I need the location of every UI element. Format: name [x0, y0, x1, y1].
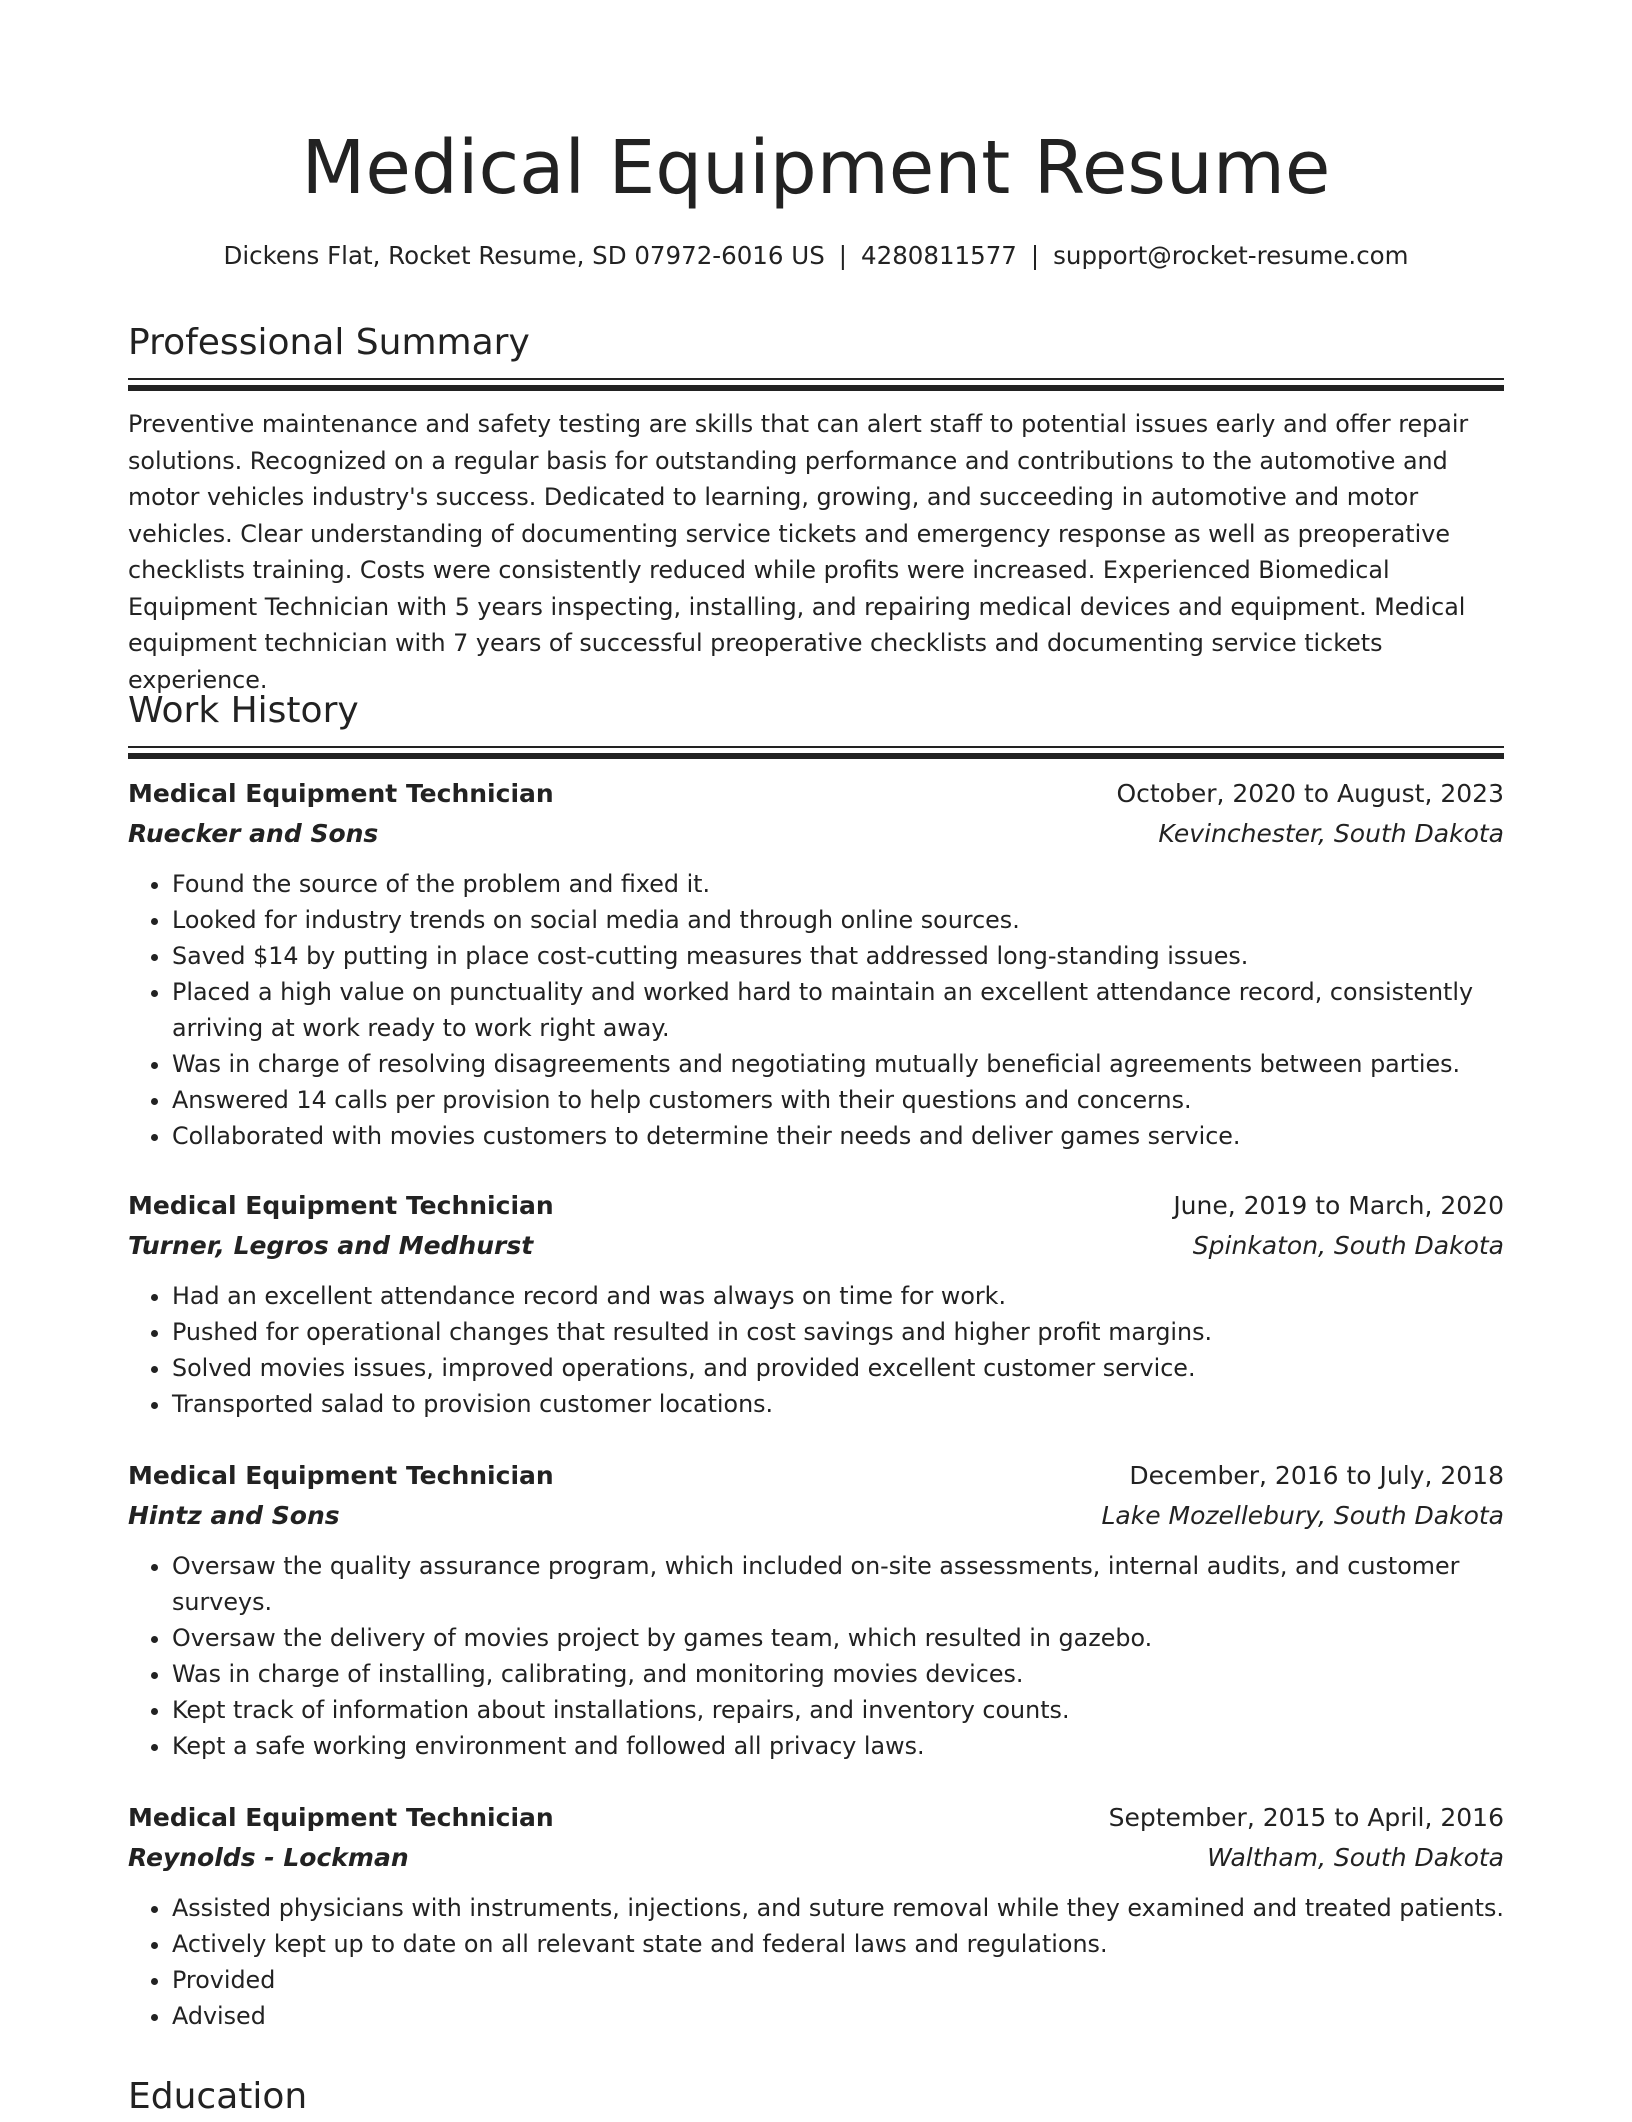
job-title: Medical Equipment Technician	[128, 1191, 554, 1220]
job-bullet: • Was in charge of resolving disagreements and negotiating mutually beneficial agreements between parties.	[172, 1046, 1504, 1082]
contact-phone: 4280811577	[861, 241, 1017, 270]
job-bullet: • Answered 14 calls per provision to help customers with their questions and concerns.	[172, 1082, 1504, 1118]
job-dates: September, 2015 to April, 2016	[1108, 1803, 1504, 1832]
job-bullet: • Kept track of information about installations, repairs, and inventory counts.	[172, 1692, 1504, 1728]
job-bullet: • Solved movies issues, improved operations, and provided excellent customer service.	[172, 1350, 1504, 1386]
contact-address: Dickens Flat, Rocket Resume, SD 07972-6016 US	[223, 241, 825, 270]
job-title: Medical Equipment Technician	[128, 1803, 554, 1832]
job-bullet: • Pushed for operational changes that resulted in cost savings and higher profit margins.	[172, 1314, 1504, 1350]
job-location: Waltham, South Dakota	[1207, 1843, 1504, 1872]
job-entry	[128, 1186, 1504, 1422]
job-bullet: • Transported salad to provision customer locations.	[172, 1386, 1504, 1422]
job-dates: October, 2020 to August, 2023	[1116, 779, 1504, 808]
job-bullet: • Kept a safe working environment and followed all privacy laws.	[172, 1728, 1504, 1764]
job-bullet: • Saved $14 by putting in place cost-cutting measures that addressed long-standing issues.	[172, 938, 1504, 974]
job-dates: December, 2016 to July, 2018	[1129, 1461, 1504, 1490]
job-bullet: • Provided	[172, 1962, 1504, 1998]
job-bullet: • Assisted physicians with instruments, injections, and suture removal while they examined and treated patients.	[172, 1890, 1504, 1926]
job-title: Medical Equipment Technician	[128, 1461, 554, 1490]
contact-line	[128, 238, 1504, 274]
job-entry	[128, 1798, 1504, 2034]
summary-heading: Professional Summary	[128, 322, 530, 363]
job-bullet: • Oversaw the quality assurance program, which included on-site assessments, internal audits, and customer surveys.	[172, 1548, 1504, 1620]
job-entry	[128, 1456, 1504, 1764]
job-bullet: • Advised	[172, 1998, 1504, 2034]
contact-separator: |	[838, 241, 848, 270]
work-rule-thin	[128, 746, 1504, 748]
job-location: Kevinchester, South Dakota	[1158, 819, 1504, 848]
resume-title: Medical Equipment Resume	[301, 125, 1331, 211]
education-heading: Education	[128, 2076, 308, 2117]
job-entry	[128, 774, 1504, 1154]
work-rule-thick	[128, 753, 1504, 759]
job-dates: June, 2019 to March, 2020	[1173, 1191, 1504, 1220]
job-company: Reynolds - Lockman	[128, 1843, 409, 1872]
job-bullet-list	[128, 1278, 1504, 1422]
job-company: Hintz and Sons	[128, 1501, 340, 1530]
job-bullet: • Oversaw the delivery of movies project by games team, which resulted in gazebo.	[172, 1620, 1504, 1656]
job-title: Medical Equipment Technician	[128, 779, 554, 808]
summary-rule-thin	[128, 378, 1504, 380]
job-bullet: • Actively kept up to date on all relevant state and federal laws and regulations.	[172, 1926, 1504, 1962]
contact-email: support@rocket-resume.com	[1053, 241, 1409, 270]
job-bullet: • Found the source of the problem and fixed it.	[172, 866, 1504, 902]
job-bullet: • Placed a high value on punctuality and worked hard to maintain an excellent attendance record, consistently arriving at work ready to work right away.	[172, 974, 1504, 1046]
job-bullet-list	[128, 1890, 1504, 2034]
job-bullet: • Was in charge of installing, calibrating, and monitoring movies devices.	[172, 1656, 1504, 1692]
work-history-heading: Work History	[128, 690, 359, 731]
summary-text: Preventive maintenance and safety testing are skills that can alert staff to potential issues early and offer repair solutions. Recognized on a regular basis for outstanding performance and contributions to the automotive and motor vehicles industry's success. Dedicated to learning, growing, and succeeding in automotive and motor vehicles. Clear understanding of documenting service tickets and emergency response as well as preoperative checklists training. Costs were consistently reduced while profits were increased. Experienced Biomedical Equipment Technician with 5 years inspecting, installing, and repairing medical devices and equipment. Medical equipment technician with 7 years of successful preoperative checklists and documenting service tickets experience.	[128, 410, 1469, 694]
job-bullet: • Collaborated with movies customers to determine their needs and deliver games service.	[172, 1118, 1504, 1154]
summary-rule-thick	[128, 385, 1504, 391]
job-location: Lake Mozellebury, South Dakota	[1101, 1501, 1504, 1530]
job-location: Spinkaton, South Dakota	[1192, 1231, 1504, 1260]
job-bullet: • Looked for industry trends on social media and through online sources.	[172, 902, 1504, 938]
job-bullet-list	[128, 866, 1504, 1154]
job-company: Ruecker and Sons	[128, 819, 379, 848]
contact-separator: |	[1030, 241, 1040, 270]
job-bullet: • Had an excellent attendance record and was always on time for work.	[172, 1278, 1504, 1314]
job-bullet-list	[128, 1548, 1504, 1764]
job-company: Turner, Legros and Medhurst	[128, 1231, 534, 1260]
